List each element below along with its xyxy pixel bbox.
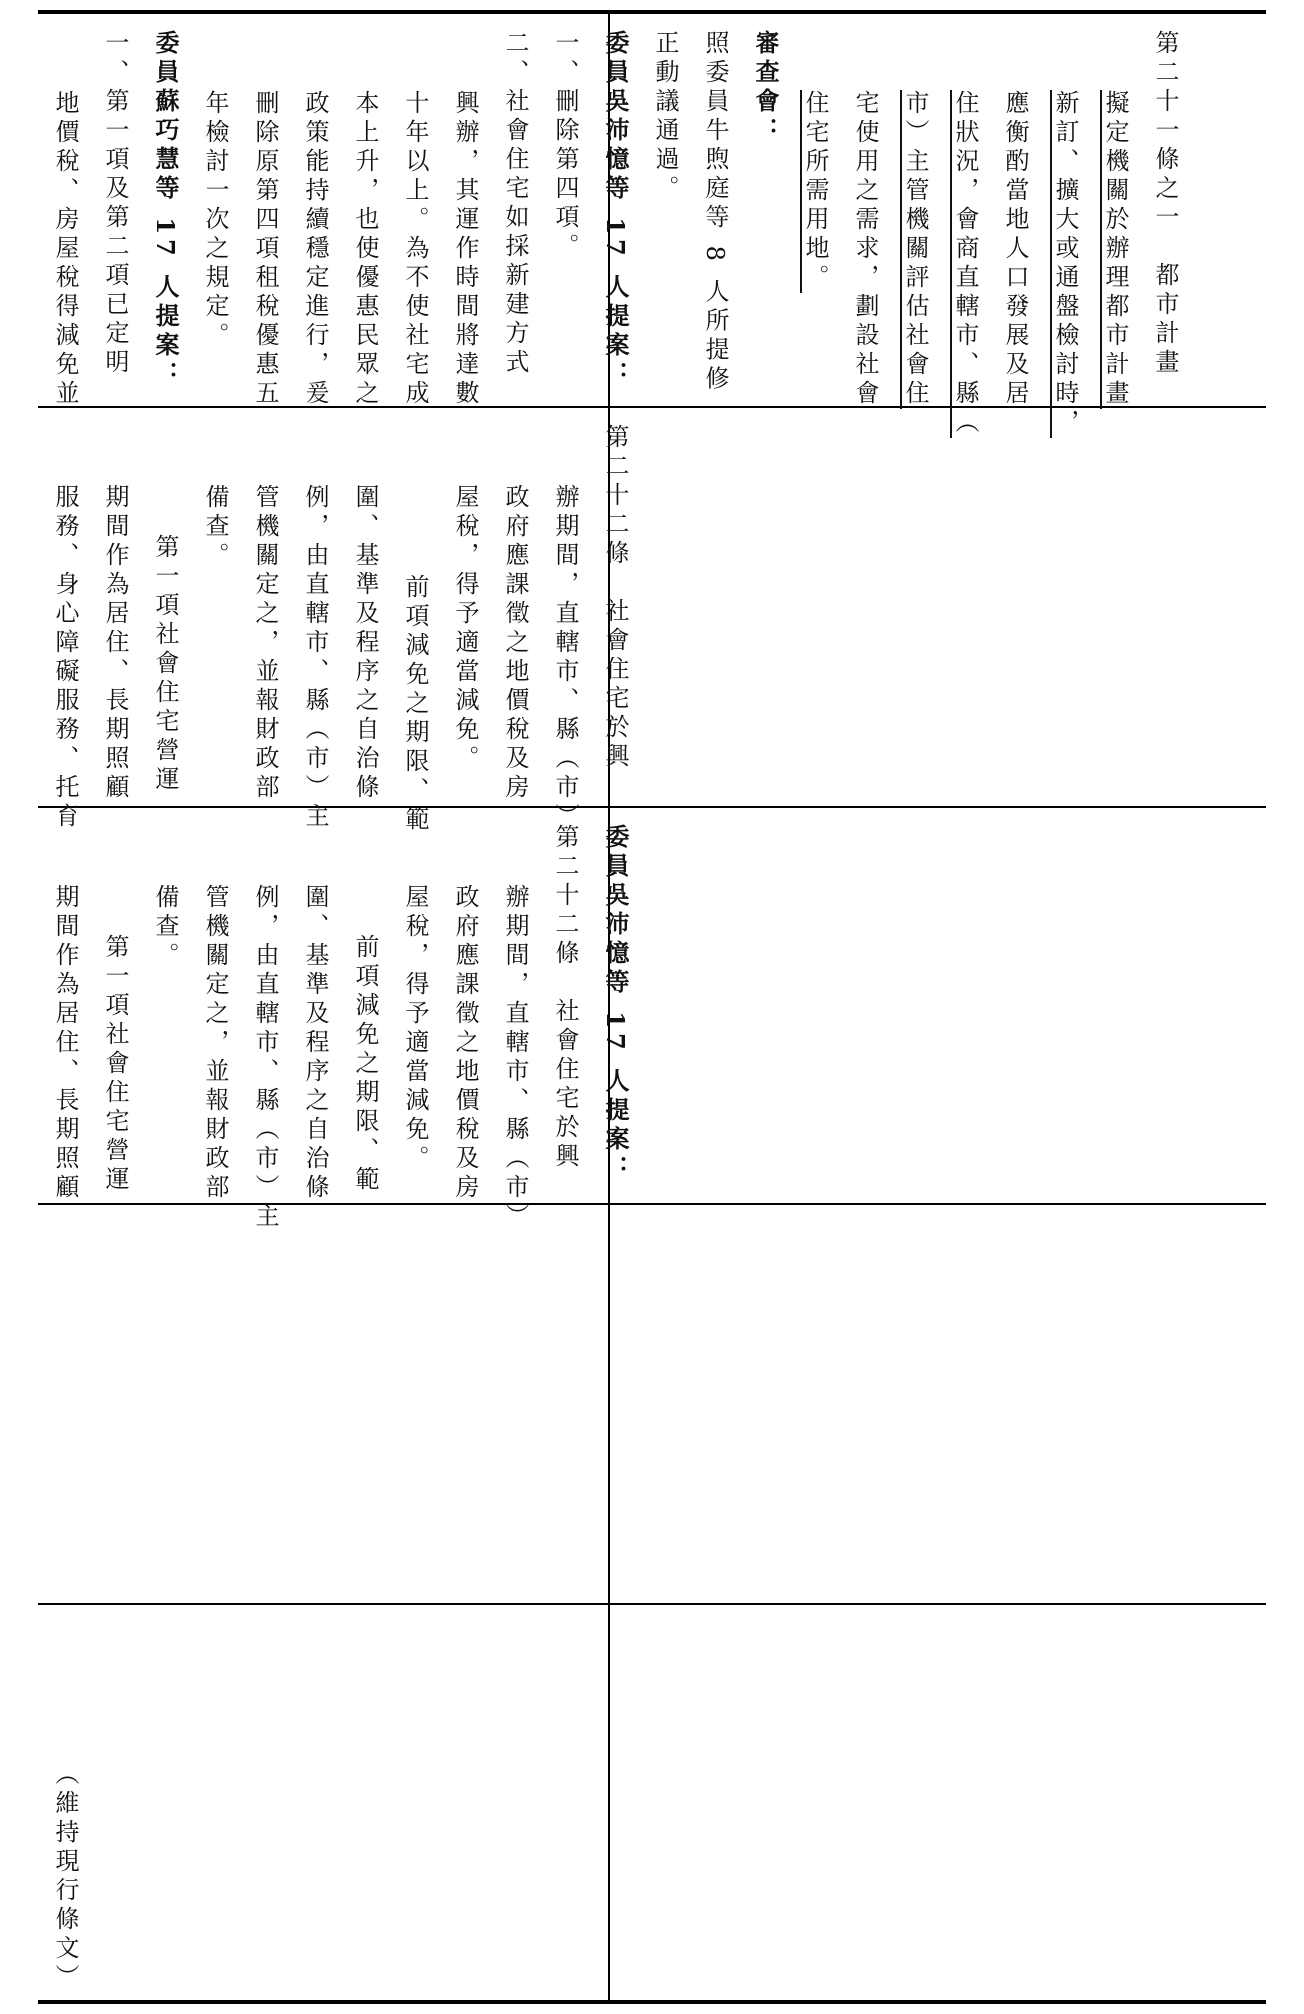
text-line: 屋稅，得予適當減免。 — [401, 884, 429, 1174]
cell-bottom-c4-empty — [40, 1207, 606, 1599]
row-divider — [38, 1603, 610, 1605]
text-line: 管機關定之，並報財政部 — [251, 484, 279, 803]
text-line: 第二十一條之一 都市計畫 — [1151, 30, 1179, 378]
cell-bottom-c3 — [40, 810, 630, 1232]
text-line: 正動議通過。 — [651, 30, 679, 204]
text-line: 期間作為居住、長期照顧 — [101, 484, 129, 803]
text-line: 備查。 — [201, 484, 229, 571]
text-line: 住宅所需用地。 — [801, 90, 829, 293]
text-line: （維持現行條文） — [51, 1761, 79, 1993]
text-line: 政策能持續穩定進行，爰 — [301, 90, 329, 409]
text-line: 第二十二條 社會住宅於興 — [601, 424, 629, 772]
text-line: 例，由直轄市、縣（市）主 — [251, 884, 279, 1232]
cell-bottom-c5 — [40, 1607, 606, 1997]
text-line: 辦期間，直轄市、縣（市） — [551, 484, 579, 832]
text-line: 備查。 — [151, 884, 179, 971]
text-line: 興辦，其運作時間將達數 — [451, 90, 479, 409]
text-line: 住狀況，會商直轄市、縣（ — [951, 90, 979, 438]
text-line: 圍、基準及程序之自治條 — [351, 484, 379, 803]
text-line: 擬定機關於辦理都市計畫 — [1101, 90, 1129, 409]
text-line: 服務、身心障礙服務、托育 — [51, 484, 79, 832]
text-line: 政府應課徵之地價稅及房 — [501, 484, 529, 803]
text-line: 政府應課徵之地價稅及房 — [451, 884, 479, 1203]
cell-bottom-c2 — [40, 410, 629, 835]
text-line: 期間作為居住、長期照顧 — [51, 884, 79, 1203]
text-line: 本上升，也使優惠民眾之 — [351, 90, 379, 409]
text-line: 十年以上。為不使社宅成 — [401, 90, 429, 409]
text-line: 一、第一項及第二項已定明 — [101, 30, 129, 378]
text-line: 刪除原第四項租稅優惠五 — [251, 90, 279, 409]
bottom-border — [38, 2000, 1266, 2004]
text-line: 第一項社會住宅營運 — [151, 534, 179, 795]
cell-bottom-c1 — [40, 16, 630, 409]
proposal-heading: 委員蘇巧慧等 17 人提案： — [151, 30, 180, 391]
text-line: 市）主管機關評估社會住 — [901, 90, 929, 409]
proposal-heading: 委員吳沛憶等 17 人提案： — [601, 824, 630, 1185]
row-divider — [610, 1603, 1266, 1605]
text-line: 圍、基準及程序之自治條 — [301, 884, 329, 1203]
text-line: 應衡酌當地人口發展及居 — [1001, 90, 1029, 409]
top-border — [38, 10, 1266, 14]
text-line: 宅使用之需求，劃設社會 — [851, 90, 879, 409]
text-line: 管機關定之，並報財政部 — [201, 884, 229, 1203]
text-line: 辦期間，直轄市、縣（市） — [501, 884, 529, 1232]
row-divider — [610, 1203, 1266, 1205]
text-line: 第二十二條 社會住宅於興 — [551, 824, 579, 1172]
text-line: 一、刪除第四項。 — [551, 30, 579, 262]
cell-top-article-21-1 — [640, 16, 1260, 438]
text-line: 照委員牛煦庭等 8 人所提修 — [701, 30, 729, 395]
text-line: 新訂、擴大或通盤檢討時， — [1051, 90, 1079, 438]
text-line: 地價稅、房屋稅得減免並 — [51, 90, 79, 409]
text-line: 前項減免之期限、範 — [401, 574, 429, 835]
text-line: 二、社會住宅如採新建方式 — [501, 30, 529, 378]
row-divider — [610, 806, 1266, 808]
text-line: 例，由直轄市、縣（市）主 — [301, 484, 329, 832]
text-line: 第一項社會住宅營運 — [101, 934, 129, 1195]
text-line: 屋稅，得予適當減免。 — [451, 484, 479, 774]
review-heading: 審查會： — [751, 30, 780, 146]
text-line: 年檢討一次之規定。 — [201, 90, 229, 351]
text-line: 前項減免之期限、範 — [351, 934, 379, 1195]
proposal-heading: 委員吳沛憶等 17 人提案： — [601, 30, 630, 391]
